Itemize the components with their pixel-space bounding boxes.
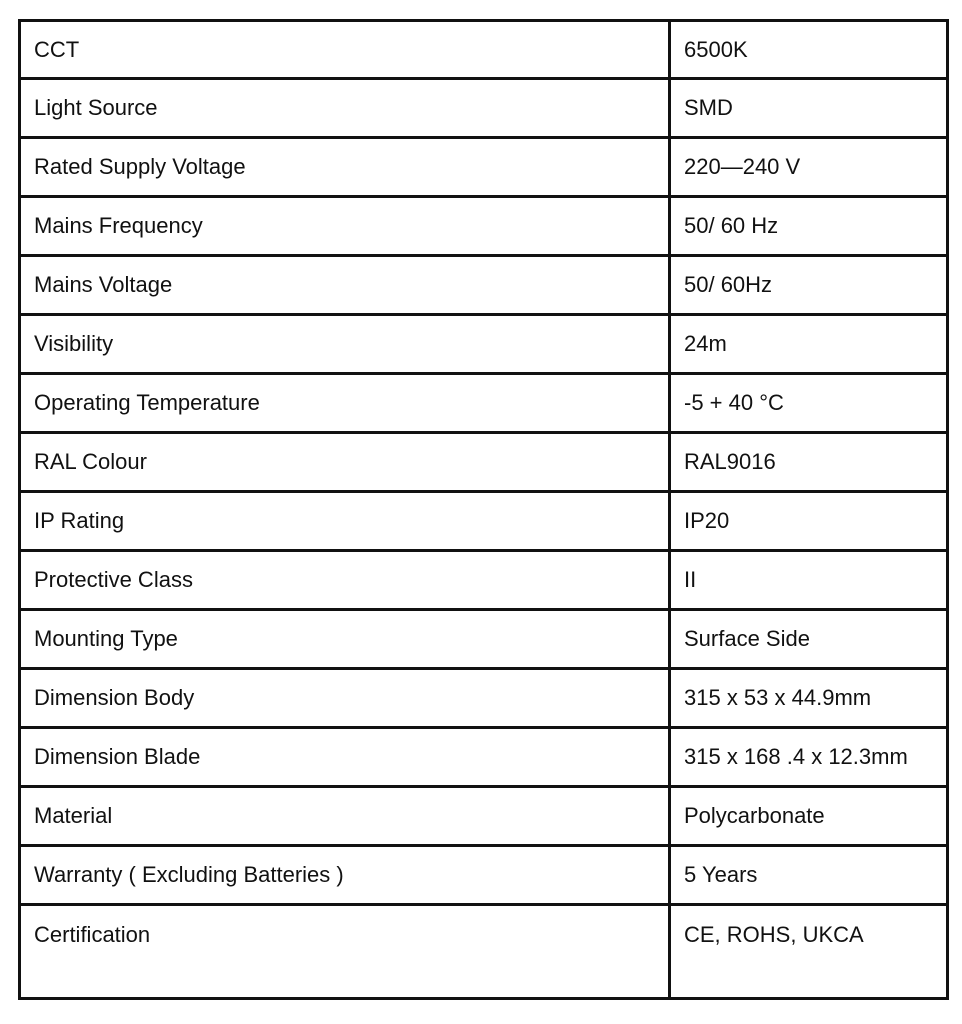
spec-value: 220—240 V [670,138,948,197]
spec-value: 6500K [670,21,948,79]
spec-value: 5 Years [670,846,948,905]
spec-value: II [670,551,948,610]
spec-label: Protective Class [20,551,670,610]
spec-value: Surface Side [670,610,948,669]
spec-value: 50/ 60Hz [670,256,948,315]
table-row [20,610,948,669]
table-row [20,728,948,787]
spec-value: SMD [670,79,948,138]
table-row [20,669,948,728]
spec-label: Certification [20,905,670,999]
spec-label: Mains Frequency [20,197,670,256]
table-row [20,374,948,433]
spec-label: RAL Colour [20,433,670,492]
spec-label: Operating Temperature [20,374,670,433]
table-row [20,846,948,905]
table-row [20,256,948,315]
spec-label: CCT [20,21,670,79]
spec-label: Mains Voltage [20,256,670,315]
table-row [20,315,948,374]
table-row [20,433,948,492]
spec-label: Rated Supply Voltage [20,138,670,197]
spec-label: Mounting Type [20,610,670,669]
table-row [20,79,948,138]
table-row [20,905,948,999]
spec-label: Dimension Blade [20,728,670,787]
spec-label: Visibility [20,315,670,374]
spec-value: 24m [670,315,948,374]
spec-value: Polycarbonate [670,787,948,846]
spec-value: -5 + 40 °C [670,374,948,433]
table-row [20,138,948,197]
spec-label: Warranty ( Excluding Batteries ) [20,846,670,905]
spec-value: RAL9016 [670,433,948,492]
spec-label: IP Rating [20,492,670,551]
spec-label: Light Source [20,79,670,138]
table-row [20,197,948,256]
table-row [20,551,948,610]
table-row [20,492,948,551]
spec-label: Material [20,787,670,846]
table-row [20,787,948,846]
spec-table [18,19,949,1000]
spec-value: IP20 [670,492,948,551]
spec-value: 50/ 60 Hz [670,197,948,256]
spec-value: CE, ROHS, UKCA [670,905,948,999]
spec-value: 315 x 168 .4 x 12.3mm [670,728,948,787]
table-row [20,21,948,79]
spec-value: 315 x 53 x 44.9mm [670,669,948,728]
spec-label: Dimension Body [20,669,670,728]
